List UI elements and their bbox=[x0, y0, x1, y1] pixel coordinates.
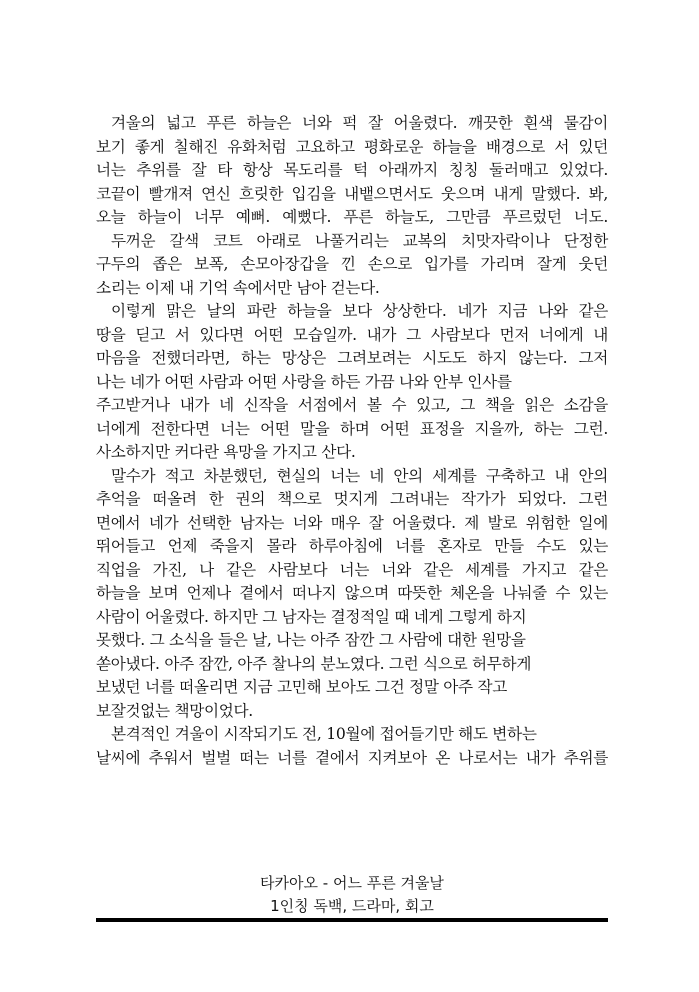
text-line: 구두의 좁은 보폭, 손모아장갑을 낀 손으로 입가를 가리며 잘게 웃던 bbox=[96, 255, 608, 273]
text-line: 보기 좋게 칠해진 유화처럼 고요하고 평화로운 하늘을 배경으로 서 있던 bbox=[96, 137, 608, 156]
footer-subtitle: 1인칭 독백, 드라마, 회고 bbox=[270, 897, 434, 915]
text-line: 오늘 하늘이 너무 예뻐. 예뻤다. 푸른 하늘도, 그만큼 푸르렀던 너도. bbox=[96, 208, 608, 226]
footer-title: 타카아오 - 어느 푸른 겨울날 bbox=[260, 874, 444, 892]
text-line: 코끝이 빨개져 연신 흐릿한 입김을 내뱉으면서도 웃으며 내게 말했다. 봐, bbox=[96, 184, 608, 203]
footer bbox=[96, 872, 608, 918]
text-line: 날씨에 추워서 벌벌 떠는 너를 곁에서 지켜보아 온 나로서는 내가 추위를 bbox=[96, 748, 608, 767]
text-line: 뛰어들고 언제 죽을지 몰라 하루아침에 너를 혼자로 만들 수도 있는 bbox=[96, 537, 608, 555]
text-line: 나는 네가 어떤 사람과 어떤 사랑을 하든 가끔 나와 안부 인사를 bbox=[96, 372, 512, 391]
text-line: 못했다. 그 소식을 들은 날, 나는 아주 잠깐 그 사람에 대한 원망을 bbox=[96, 631, 526, 649]
text-line: 소리는 이제 내 기억 속에서만 남아 걷는다. bbox=[96, 278, 380, 297]
text-line: 사람이 어울렸다. 하지만 그 남자는 결정적일 때 네게 그렇게 하지 bbox=[96, 607, 527, 626]
text-line: 추억을 떠올려 한 권의 책으로 멋지게 그려내는 작가가 되었다. 그런 bbox=[96, 490, 608, 508]
bottom-rule bbox=[96, 918, 608, 922]
text-line: 말수가 적고 차분했던, 현실의 너는 네 안의 세계를 구축하고 내 안의 bbox=[111, 466, 608, 485]
text-line: 사소하지만 커다란 욕망을 가지고 산다. bbox=[96, 443, 356, 461]
text-line: 땅을 딛고 서 있다면 어떤 모습일까. 내가 그 사람보다 먼저 너에게 내 bbox=[96, 325, 608, 344]
text-line: 이렇게 맑은 날의 파란 하늘을 보다 상상한다. 네가 지금 나와 같은 bbox=[111, 302, 608, 320]
text-line: 두꺼운 갈색 코트 아래로 나풀거리는 교복의 치맛자락이나 단정한 bbox=[111, 231, 608, 250]
text-line: 겨울의 넓고 푸른 하늘은 너와 퍽 잘 어울렸다. 깨끗한 흰색 물감이 bbox=[111, 114, 608, 132]
text-line: 직업을 가진, 나 같은 사람보다 너는 너와 같은 세계를 가지고 같은 bbox=[96, 560, 608, 579]
text-line: 본격적인 겨울이 시작되기도 전, 10월에 접어들기만 해도 변하는 bbox=[111, 725, 537, 743]
text-line: 쏟아냈다. 아주 잠깐, 아주 찰나의 분노였다. 그런 식으로 허무하게 bbox=[96, 654, 532, 673]
text-line: 보잘것없는 책망이었다. bbox=[96, 701, 253, 720]
text-line: 너는 추위를 잘 타 항상 목도리를 턱 아래까지 칭칭 둘러매고 있었다. bbox=[96, 161, 608, 179]
text-line: 하늘을 보며 언제나 곁에서 떠나지 않으며 따뜻한 체온을 나눠줄 수 있는 bbox=[96, 584, 608, 602]
text-line: 면에서 네가 선택한 남자는 너와 매우 잘 어울렸다. 제 발로 위험한 일에 bbox=[96, 513, 608, 532]
text-line: 마음을 전했더라면, 하는 망상은 그려보려는 시도도 하지 않는다. 그저 bbox=[96, 349, 608, 367]
text-line: 너에게 전한다면 너는 어떤 말을 하며 어떤 표정을 지을까, 하는 그런. bbox=[96, 419, 608, 438]
body-text bbox=[96, 112, 608, 770]
text-line: 보냈던 너를 떠올리면 지금 고민해 보아도 그건 정말 아주 작고 bbox=[96, 678, 508, 696]
text-line: 주고받거나 내가 네 신작을 서점에서 볼 수 있고, 그 책을 읽은 소감을 bbox=[96, 396, 608, 414]
